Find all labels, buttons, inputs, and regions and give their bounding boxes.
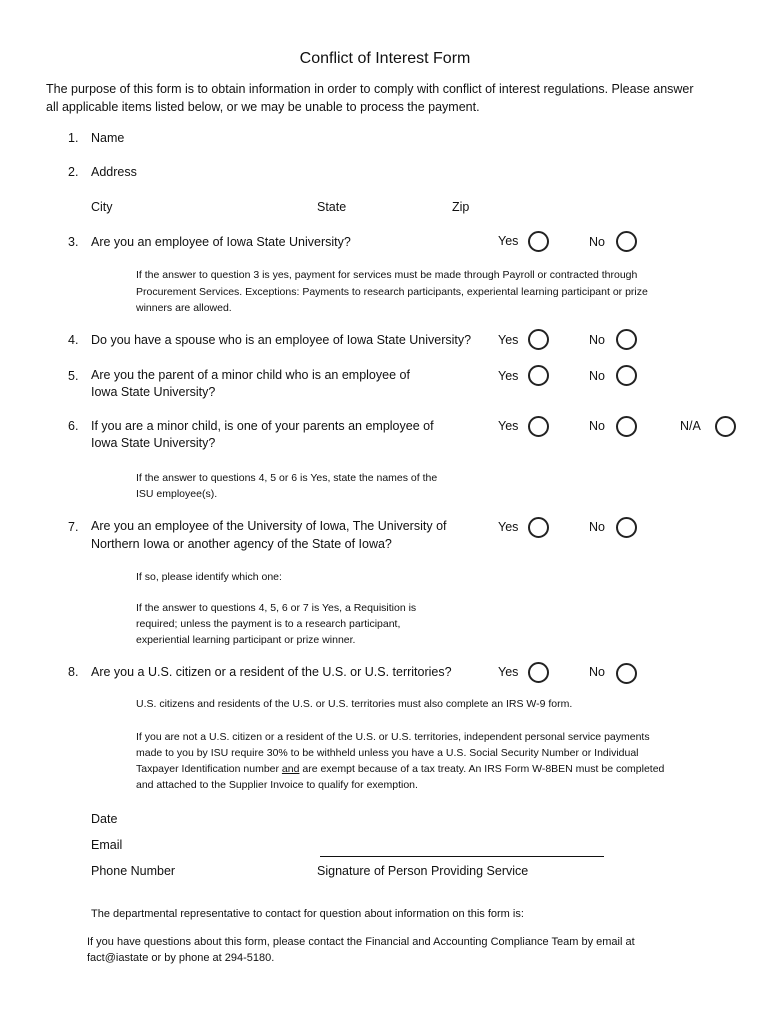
q6-label-line-1: If you are a minor child, is one of your parents an employee of	[91, 419, 434, 433]
q2-label: Address	[91, 165, 137, 179]
q5-number: 5.	[68, 369, 79, 383]
q6-note-2: ISU employee(s).	[136, 488, 218, 500]
q7-label-line-1: Are you an employee of the University of Iowa, The University of	[91, 519, 447, 533]
q4-yes-label: Yes	[498, 333, 519, 347]
q5-label-line-2: Iowa State University?	[91, 385, 216, 399]
q8-number: 8.	[68, 665, 79, 679]
q3-number: 3.	[68, 235, 79, 249]
q3-note-1: If the answer to question 3 is yes, payment for services must be made through Payroll or contracted through	[136, 269, 638, 281]
q6-na-radio[interactable]	[715, 416, 736, 437]
q7-number: 7.	[68, 520, 79, 534]
q3-note-3: winners are allowed.	[136, 302, 232, 314]
q6-label-line-2: Iowa State University?	[91, 436, 216, 450]
q8-nr3-pre: Taxpayer Identification number	[136, 763, 282, 775]
signature-label: Signature of Person Providing Service	[317, 864, 529, 878]
q8-nonresident-note-2: made to you by ISU require 30% to be withheld unless you have a U.S. Social Security Number or Individual	[136, 747, 639, 759]
q2-number: 2.	[68, 165, 79, 179]
q1-label: Name	[91, 131, 125, 145]
q6-na-label: N/A	[680, 419, 701, 433]
q8-nonresident-note-3	[136, 761, 664, 777]
q6-yes-radio[interactable]	[528, 416, 549, 437]
q3-label: Are you an employee of Iowa State University?	[91, 235, 351, 249]
q5-yes-label: Yes	[498, 369, 519, 383]
q8-nr3-and: and	[281, 763, 300, 775]
intro-line-2: all applicable items listed below, or we may be unable to process the payment.	[46, 100, 480, 114]
q4-yes-radio[interactable]	[528, 329, 549, 350]
state-label: State	[317, 200, 347, 214]
q7-yes-radio[interactable]	[528, 517, 549, 538]
intro-line-1: The purpose of this form is to obtain information in order to comply with conflict of interest regulations. Please answer	[46, 82, 694, 96]
city-label: City	[91, 200, 113, 214]
q3-yes-radio[interactable]	[528, 231, 549, 252]
phone-label: Phone Number	[91, 864, 176, 878]
q6-note-1: If the answer to questions 4, 5 or 6 is Yes, state the names of the	[136, 472, 438, 484]
q8-yes-radio[interactable]	[528, 662, 549, 683]
q7-identify-note: If so, please identify which one:	[136, 571, 282, 583]
q8-no-label: No	[589, 665, 605, 679]
q4-no-label: No	[589, 333, 605, 347]
dept-contact-note: The departmental representative to contact for question about information on this form is:	[91, 908, 524, 920]
q7-note-2: required; unless the payment is to a research participant,	[136, 618, 401, 630]
q6-yes-label: Yes	[498, 419, 519, 433]
q8-nonresident-note-4: and attached to the Supplier Invoice to qualify for exemption.	[136, 779, 418, 791]
q8-no-radio[interactable]	[616, 663, 637, 684]
q4-label: Do you have a spouse who is an employee of Iowa State University?	[91, 333, 472, 347]
q5-label-line-1: Are you the parent of a minor child who is an employee of	[91, 368, 410, 382]
q4-number: 4.	[68, 333, 79, 347]
q3-no-radio[interactable]	[616, 231, 637, 252]
q8-label: Are you a U.S. citizen or a resident of the U.S. or U.S. territories?	[91, 665, 452, 679]
q3-yes-label: Yes	[498, 234, 519, 248]
q5-yes-radio[interactable]	[528, 365, 549, 386]
q7-no-label: No	[589, 520, 605, 534]
q8-citizens-note: U.S. citizens and residents of the U.S. or U.S. territories must also complete an IRS W-9 form.	[136, 698, 573, 710]
q5-no-radio[interactable]	[616, 365, 637, 386]
q8-yes-label: Yes	[498, 665, 519, 679]
q7-note-3: experiential learning participant or prize winner.	[136, 634, 356, 646]
form-title: Conflict of Interest Form	[299, 50, 471, 67]
q6-no-radio[interactable]	[616, 416, 637, 437]
contact-line-1: If you have questions about this form, please contact the Financial and Accounting Compliance Team by email at	[87, 936, 635, 948]
q3-no-label: No	[589, 235, 605, 249]
q8-nr3-post: are exempt because of a tax treaty. An IRS Form W-8BEN must be completed	[299, 763, 665, 775]
q7-no-radio[interactable]	[616, 517, 637, 538]
contact-line-2: fact@iastate or by phone at 294-5180.	[87, 952, 275, 964]
email-label: Email	[91, 838, 123, 852]
q7-note-1: If the answer to questions 4, 5, 6 or 7 is Yes, a Requisition is	[136, 602, 417, 614]
q5-no-label: No	[589, 369, 605, 383]
zip-label: Zip	[452, 200, 470, 214]
q7-label-line-2: Northern Iowa or another agency of the State of Iowa?	[91, 537, 392, 551]
date-label: Date	[91, 812, 118, 826]
q6-no-label: No	[589, 419, 605, 433]
q6-number: 6.	[68, 419, 79, 433]
q8-nonresident-note-1: If you are not a U.S. citizen or a resident of the U.S. or U.S. territories, independent personal service payments	[136, 731, 650, 743]
q4-no-radio[interactable]	[616, 329, 637, 350]
q1-number: 1.	[68, 131, 79, 145]
q7-yes-label: Yes	[498, 520, 519, 534]
signature-line	[320, 856, 604, 857]
q3-note-2: Procurement Services. Exceptions: Payments to research participants, experiental learning participant or prize	[136, 286, 648, 298]
